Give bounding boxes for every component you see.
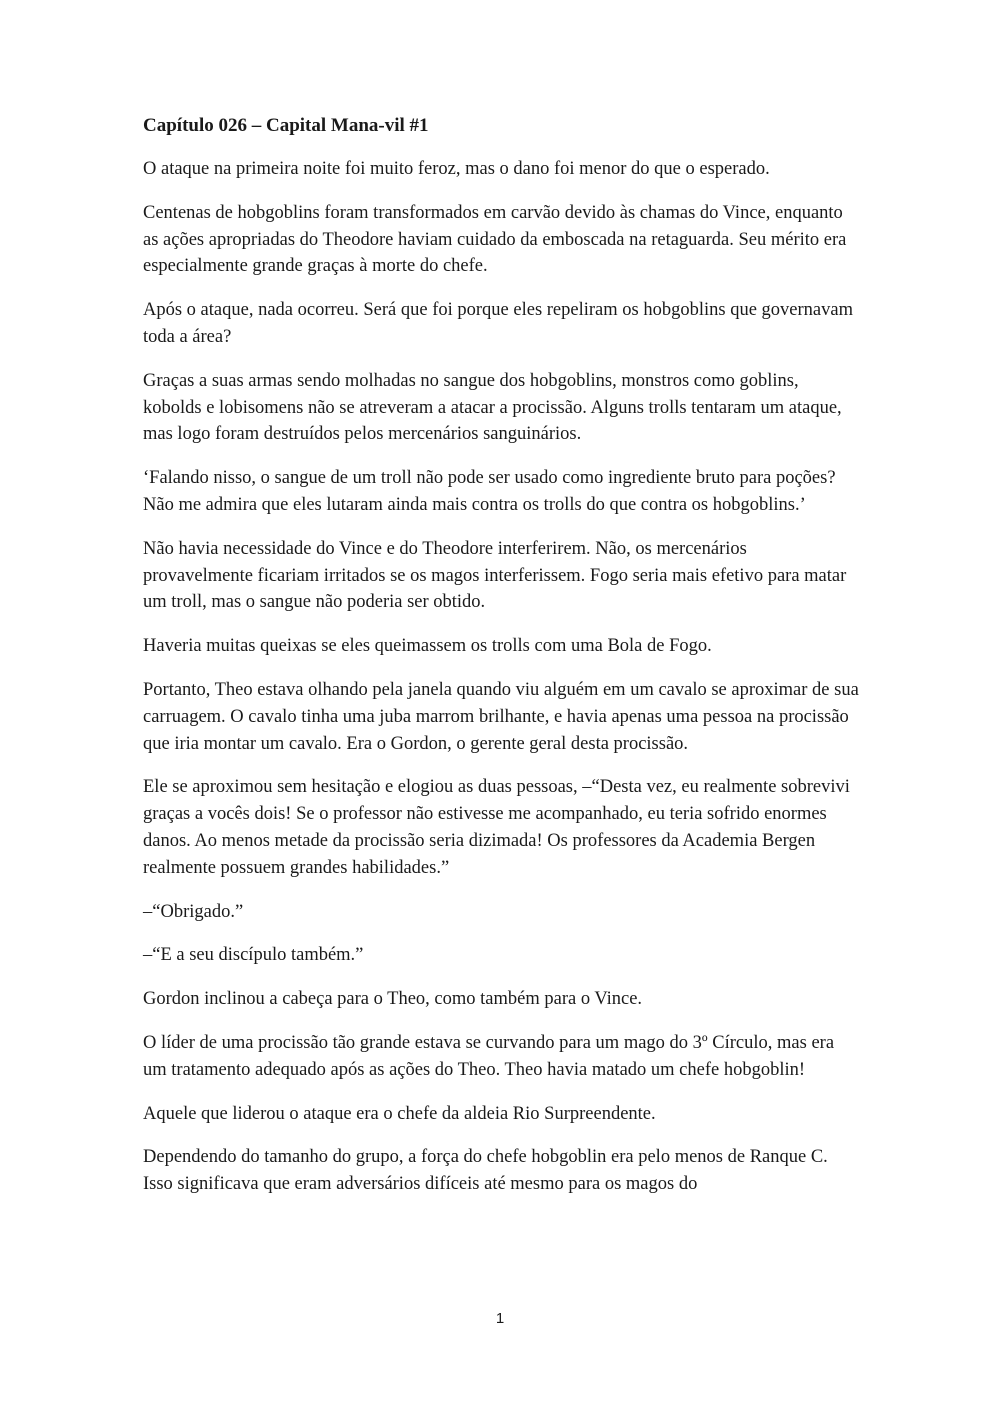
chapter-title: Capítulo 026 – Capital Mana-vil #1 bbox=[143, 115, 429, 136]
paragraph: Não havia necessidade do Vince e do Theodore interferirem. Não, os mercenários provavelmente ficariam irritados se os magos interferissem. Fogo seria mais efetivo para matar um troll, mas o sangue não poderia ser obtido. bbox=[143, 538, 847, 613]
paragraph: –“Obrigado.” bbox=[143, 901, 244, 922]
paragraph: –“E a seu discípulo também.” bbox=[143, 945, 364, 966]
paragraph: Aquele que liderou o ataque era o chefe da aldeia Rio Surpreendente. bbox=[143, 1103, 656, 1124]
document-page bbox=[143, 112, 861, 1215]
page-number: 1 bbox=[495, 1310, 505, 1327]
paragraph: O ataque na primeira noite foi muito feroz, mas o dano foi menor do que o esperado. bbox=[143, 159, 770, 179]
paragraph: Centenas de hobgoblins foram transformados em carvão devido às chamas do Vince, enquanto as ações apropriadas do Theodore haviam cuidado da emboscada na retaguarda. Seu mérito era especialmente grande graças à morte do chefe. bbox=[143, 202, 847, 277]
paragraph: ‘Falando nisso, o sangue de um troll não pode ser usado como ingrediente bruto para poções? Não me admira que eles lutaram ainda mais contra os trolls do que contra os hobgoblins.’ bbox=[143, 468, 836, 515]
paragraph: O líder de uma procissão tão grande estava se curvando para um mago do 3º Círculo, mas era um tratamento adequado após as ações do Theo. Theo havia matado um chefe hobgoblin! bbox=[143, 1032, 835, 1080]
paragraph: Portanto, Theo estava olhando pela janela quando viu alguém em um cavalo se aproximar de sua carruagem. O cavalo tinha uma juba marrom brilhante, e havia apenas uma pessoa na procissão que iria montar um cavalo. Era o Gordon, o gerente geral desta procissão. bbox=[143, 679, 859, 754]
paragraph: Dependendo do tamanho do grupo, a força do chefe hobgoblin era pelo menos de Ranque C. Isso significava que eram adversários difíceis até mesmo para os magos do bbox=[143, 1147, 828, 1195]
paragraph: Graças a suas armas sendo molhadas no sangue dos hobgoblins, monstros como goblins, kobolds e lobisomens não se atreveram a atacar a procissão. Alguns trolls tentaram um ataque, mas logo foram destruídos pelos mercenários sanguinários. bbox=[143, 370, 842, 445]
paragraph: Gordon inclinou a cabeça para o Theo, como também para o Vince. bbox=[143, 989, 643, 1010]
paragraph: Haveria muitas queixas se eles queimassem os trolls com uma Bola de Fogo. bbox=[143, 636, 712, 657]
paragraph: Após o ataque, nada ocorreu. Será que foi porque eles repeliram os hobgoblins que governavam toda a área? bbox=[143, 300, 853, 347]
paragraph: Ele se aproximou sem hesitação e elogiou as duas pessoas, –“Desta vez, eu realmente sobrevivi graças a vocês dois! Se o professor não estivesse me acompanhado, eu teria sofrido enormes danos. Ao menos metade da procissão seria dizimada! Os professores da Academia Bergen realmente possuem grandes habilidades.” bbox=[143, 777, 850, 878]
